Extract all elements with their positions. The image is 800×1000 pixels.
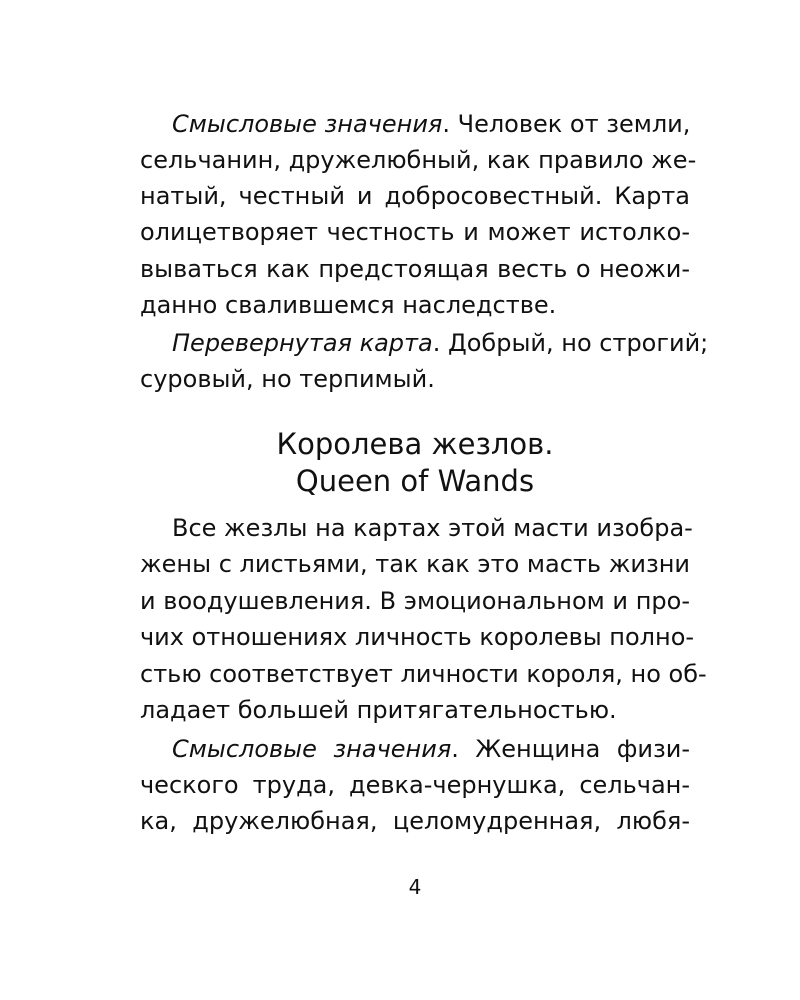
- paragraph-3-line-4: чих отношениях личность королевы полно-: [140, 623, 695, 651]
- paragraph-4-line-3: ка, дружелюбная, целомудренная, любя-: [140, 807, 690, 835]
- paragraph-1-line-1: [172, 106, 690, 142]
- paragraph-3-line-2: жены с листьями, так как это масть жизни: [140, 550, 690, 578]
- paragraph-1-line-6: данно свалившемся наследстве.: [140, 291, 557, 319]
- paragraph-2-line-1: [172, 325, 709, 361]
- paragraph-2-line-2: суровый, но терпимый.: [140, 365, 435, 393]
- page-number: 4: [408, 875, 422, 899]
- paragraph-3-line-1: Все жезлы на картах этой масти изобра-: [172, 514, 693, 542]
- paragraph-1-line-2: сельчанин, дружелюбный, как правило же-: [140, 146, 697, 174]
- paragraph-4-line-1: [172, 731, 690, 767]
- paragraph-1-line-3: натый, честный и добросовестный. Карта: [140, 182, 690, 210]
- text-span: . Женщина физи-: [451, 735, 691, 763]
- italic-lead-reversed: Перевернутая карта: [172, 329, 433, 357]
- italic-lead-meanings: Смысловые значения: [172, 735, 452, 763]
- paragraph-1-line-4: олицетворяет честность и может истолко-: [140, 218, 690, 246]
- paragraph-3-line-6: ладает большей притягательностью.: [140, 696, 617, 724]
- section-heading-line-2: Queen of Wands: [295, 464, 535, 498]
- paragraph-4-line-2: ческого труда, девка-чернушка, сельчан-: [140, 771, 690, 799]
- text-span: . Человек от земли,: [442, 110, 691, 138]
- paragraph-3-line-3: и воодушевления. В эмоциональном и про-: [140, 587, 690, 615]
- paragraph-3-line-5: стью соответствует личности короля, но об-: [140, 660, 707, 688]
- text-span: . Добрый, но строгий;: [432, 329, 709, 357]
- section-heading-line-1: Королева жезлов.: [276, 427, 554, 461]
- italic-lead-meanings: Смысловые значения: [172, 110, 443, 138]
- paragraph-1-line-5: вываться как предстоящая весть о неожи-: [140, 255, 690, 283]
